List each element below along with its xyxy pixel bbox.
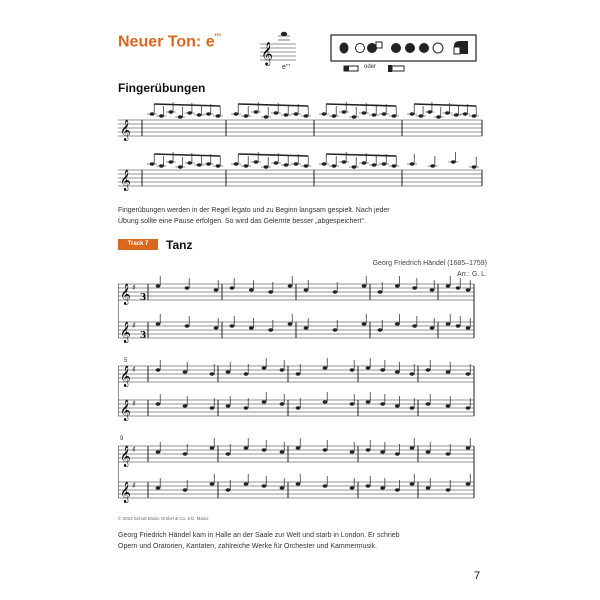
note-head-icon: [446, 284, 451, 287]
exercise-score: [118, 100, 484, 192]
note-head-icon: [350, 486, 355, 489]
treble-clef-icon: 𝄞: [120, 322, 131, 343]
exercise-instructions-line-1: Fingerübungen werden in der Regel legato und zu Beginn langsam gespielt. Nach jeder: [118, 207, 390, 214]
note-head-icon: [410, 446, 415, 449]
exercise-staff-1: [118, 120, 482, 136]
note-head-icon: [214, 288, 219, 291]
treble-clef-icon: 𝄞: [120, 120, 131, 141]
note-head-icon: [268, 328, 273, 331]
note-head-icon: [395, 284, 400, 287]
note-head-icon: [323, 484, 328, 487]
note-head-icon: [244, 406, 249, 409]
note-label: e''': [282, 64, 290, 71]
note-head-icon: [362, 284, 367, 287]
note-head-icon: [230, 324, 235, 327]
note-head-icon: [323, 400, 328, 403]
note-head-icon: [323, 448, 328, 451]
time-signature: 3: [140, 331, 147, 341]
note-head-icon: [350, 368, 355, 371]
exercise-instructions-line-2: Übung sollte eine Pause erfolgen. So wird das Gelernte besser „abgespeichert“.: [118, 218, 366, 225]
note-head-icon: [280, 368, 285, 371]
treble-clef-icon: 𝄞: [120, 446, 131, 467]
note-head-icon: [280, 402, 285, 405]
note-head-icon: [185, 324, 190, 327]
measure-number: 5: [124, 358, 128, 364]
note-head-icon: [249, 288, 254, 291]
sharp-icon: ♯: [132, 365, 136, 374]
note-head-icon: [366, 484, 371, 487]
note-head-icon: [226, 488, 231, 491]
treble-clef-icon: 𝄞: [120, 482, 131, 503]
note-head-icon: [430, 326, 435, 329]
note-head-icon: [183, 404, 188, 407]
note-head-icon: [366, 366, 371, 369]
note-head-icon: [288, 322, 293, 325]
note-head-icon: [183, 488, 188, 491]
note-head-icon: [430, 288, 435, 291]
note-head-icon: [156, 486, 161, 489]
note-head-icon: [304, 288, 309, 291]
note-head-icon: [410, 406, 415, 409]
sharp-icon: ♯: [132, 481, 136, 490]
note-head-icon: [185, 286, 190, 289]
note-head-icon: [378, 290, 383, 293]
note-head-icon: [323, 366, 328, 369]
note-head-icon: [456, 286, 461, 289]
note-head-icon: [395, 452, 400, 455]
note-head-icon: [333, 328, 338, 331]
note-head-icon: [395, 488, 400, 491]
note-head-icon: [296, 372, 301, 375]
time-signature: 3: [140, 293, 147, 303]
note-head-icon: [466, 372, 471, 375]
note-head-icon: [262, 366, 267, 369]
biography-line-1: Georg Friedrich Händel kam in Halle an der Saale zur Welt und starb in London. Er schrieb: [118, 532, 400, 539]
note-head-icon: [350, 402, 355, 405]
note-head-icon: [466, 326, 471, 329]
page-title: Neuer Ton: e''': [118, 32, 222, 51]
note-head-icon: [395, 322, 400, 325]
sharp-icon: ♯: [132, 283, 136, 292]
note-head-icon: [296, 406, 301, 409]
note-head-icon: [226, 452, 231, 455]
note-head-icon: [426, 368, 431, 371]
note-head-icon: [412, 286, 417, 289]
page-number: 7: [474, 570, 481, 582]
treble-clef-icon: 𝄞: [261, 41, 273, 65]
note-head-icon: [156, 368, 161, 371]
sharp-icon: ♯: [132, 399, 136, 408]
track-badge: Track 7: [118, 239, 158, 250]
treble-clef-icon: 𝄞: [120, 170, 131, 191]
arranger: Arr.: G. L.: [457, 271, 487, 278]
sharp-icon: ♯: [132, 445, 136, 454]
note-head-icon: [296, 482, 301, 485]
biography-line-2: Opern und Oratorien, Kantaten, zahlreiche Werke für Orchester und Kammermusik.: [118, 543, 377, 550]
note-head-icon: [410, 482, 415, 485]
note-head-icon: [446, 370, 451, 373]
note-head-icon: [333, 290, 338, 293]
note-head-icon: [214, 326, 219, 329]
note-head-icon: [446, 404, 451, 407]
note-head-icon: [366, 448, 371, 451]
tanz-score: [118, 270, 484, 520]
note-head-icon: [281, 32, 287, 36]
piece-title: Tanz: [166, 238, 193, 252]
note-head-icon: [380, 486, 385, 489]
note-head-icon: [156, 450, 161, 453]
copyright: © 2022 Schott Music GmbH & Co. KG, Mainz: [118, 516, 209, 521]
note-head-icon: [362, 322, 367, 325]
note-head-icon: [410, 372, 415, 375]
note-head-icon: [456, 324, 461, 327]
note-head-icon: [210, 446, 215, 449]
note-head-icon: [156, 402, 161, 405]
section-heading-exercises: Fingerübungen: [118, 81, 206, 95]
note-head-icon: [395, 370, 400, 373]
note-head-icon: [380, 402, 385, 405]
note-head-icon: [288, 284, 293, 287]
note-head-icon: [296, 446, 301, 449]
note-head-icon: [380, 450, 385, 453]
note-head-icon: [280, 486, 285, 489]
note-head-icon: [366, 400, 371, 403]
note-head-icon: [426, 486, 431, 489]
note-head-icon: [262, 448, 267, 451]
note-head-icon: [210, 406, 215, 409]
note-head-icon: [446, 488, 451, 491]
measure-number: 9: [120, 436, 124, 442]
note-head-icon: [412, 324, 417, 327]
note-head-icon: [262, 484, 267, 487]
treble-clef-icon: 𝄞: [120, 366, 131, 387]
note-head-icon: [244, 482, 249, 485]
note-head-icon: [466, 446, 471, 449]
note-head-icon: [244, 446, 249, 449]
note-head-icon: [249, 326, 254, 329]
composer: Georg Friedrich Händel (1685–1759): [372, 260, 487, 267]
note-head-icon: [426, 450, 431, 453]
note-head-icon: [262, 400, 267, 403]
note-head-icon: [446, 322, 451, 325]
note-head-icon: [230, 286, 235, 289]
note-head-icon: [183, 452, 188, 455]
sharp-icon: ♯: [132, 321, 136, 330]
fingering-or-label: oder: [364, 64, 377, 70]
note-head-icon: [183, 370, 188, 373]
note-head-icon: [226, 404, 231, 407]
note-head-icon: [378, 328, 383, 331]
note-head-icon: [304, 326, 309, 329]
fingering-chart: [330, 34, 480, 76]
note-head-icon: [210, 372, 215, 375]
exercise-staff-2: [118, 170, 482, 186]
note-head-icon: [380, 368, 385, 371]
note-head-icon: [350, 450, 355, 453]
note-head-icon: [426, 402, 431, 405]
note-head-icon: [156, 322, 161, 325]
note-head-icon: [466, 482, 471, 485]
treble-clef-icon: 𝄞: [120, 400, 131, 421]
note-head-icon: [268, 290, 273, 293]
note-head-icon: [226, 370, 231, 373]
note-head-icon: [210, 482, 215, 485]
note-head-icon: [156, 284, 161, 287]
new-note-staff: [258, 30, 298, 68]
treble-clef-icon: 𝄞: [120, 284, 131, 305]
note-head-icon: [466, 288, 471, 291]
note-head-icon: [395, 404, 400, 407]
note-head-icon: [446, 452, 451, 455]
note-head-icon: [466, 406, 471, 409]
note-head-icon: [244, 372, 249, 375]
note-head-icon: [280, 450, 285, 453]
